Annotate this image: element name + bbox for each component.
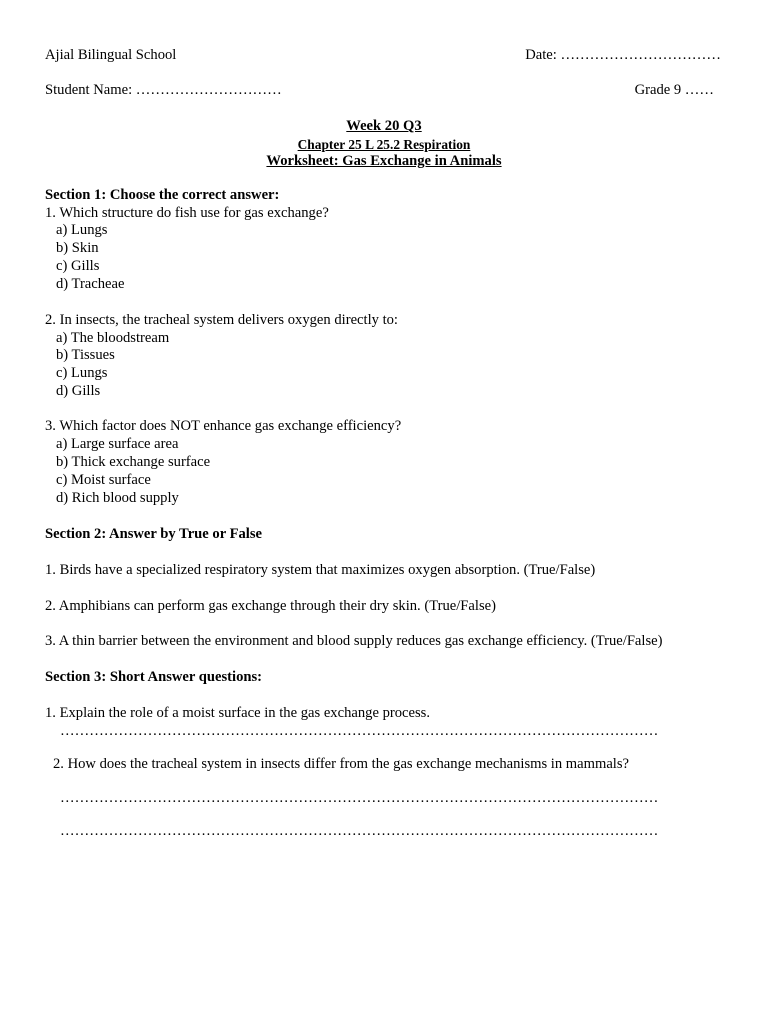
s1-q3-option-c[interactable]: c) Moist surface: [56, 472, 151, 488]
worksheet-title: Worksheet: Gas Exchange in Animals: [266, 153, 502, 169]
s3-question-1: 1. Explain the role of a moist surface in the gas exchange process.: [45, 705, 430, 721]
section2-heading: Section 2: Answer by True or False: [45, 526, 263, 542]
s3-q2-answer-line-1[interactable]: ……………………………………………………………………………………………………………: [60, 790, 659, 806]
s1-q2-option-a[interactable]: a) The bloodstream: [56, 330, 170, 346]
date-field[interactable]: Date: ……………………………: [525, 47, 721, 63]
s1-q3-option-b[interactable]: b) Thick exchange surface: [56, 454, 211, 470]
s1-q1-option-c[interactable]: c) Gills: [56, 258, 100, 274]
section1-heading: Section 1: Choose the correct answer:: [45, 187, 280, 203]
section3-heading: Section 3: Short Answer questions:: [45, 669, 263, 685]
chapter-title: Chapter 25 L 25.2 Respiration: [297, 137, 471, 152]
s1-q1-option-a[interactable]: a) Lungs: [56, 222, 108, 238]
s1-q2-option-d[interactable]: d) Gills: [56, 383, 101, 399]
student-name-field[interactable]: Student Name: …………………………: [45, 82, 282, 98]
s1-q3-option-a[interactable]: a) Large surface area: [56, 436, 179, 452]
s1-q1-option-d[interactable]: d) Tracheae: [56, 276, 125, 292]
s3-question-2: 2. How does the tracheal system in insects differ from the gas exchange mechanisms in mammals?: [53, 756, 630, 772]
s3-q2-answer-line-2[interactable]: ……………………………………………………………………………………………………………: [60, 823, 659, 839]
s2-statement-3: 3. A thin barrier between the environment and blood supply reduces gas exchange efficiency. (True/False): [45, 633, 663, 649]
s1-question-3: 3. Which factor does NOT enhance gas exchange efficiency?: [45, 418, 402, 434]
s1-q3-option-d[interactable]: d) Rich blood supply: [56, 490, 179, 506]
s1-q2-option-b[interactable]: b) Tissues: [56, 347, 115, 363]
week-title: Week 20 Q3: [346, 118, 422, 134]
s2-statement-1: 1. Birds have a specialized respiratory system that maximizes oxygen absorption. (True/False): [45, 562, 596, 578]
s1-question-1: 1. Which structure do fish use for gas exchange?: [45, 205, 329, 221]
grade-field[interactable]: Grade 9 ……: [634, 82, 714, 98]
s1-q2-option-c[interactable]: c) Lungs: [56, 365, 108, 381]
s3-q1-answer-line[interactable]: ……………………………………………………………………………………………………………: [60, 723, 659, 739]
s2-statement-2: 2. Amphibians can perform gas exchange through their dry skin. (True/False): [45, 598, 496, 614]
s1-q1-option-b[interactable]: b) Skin: [56, 240, 99, 256]
school-name: Ajial Bilingual School: [45, 47, 177, 63]
s1-question-2: 2. In insects, the tracheal system delivers oxygen directly to:: [45, 312, 398, 328]
